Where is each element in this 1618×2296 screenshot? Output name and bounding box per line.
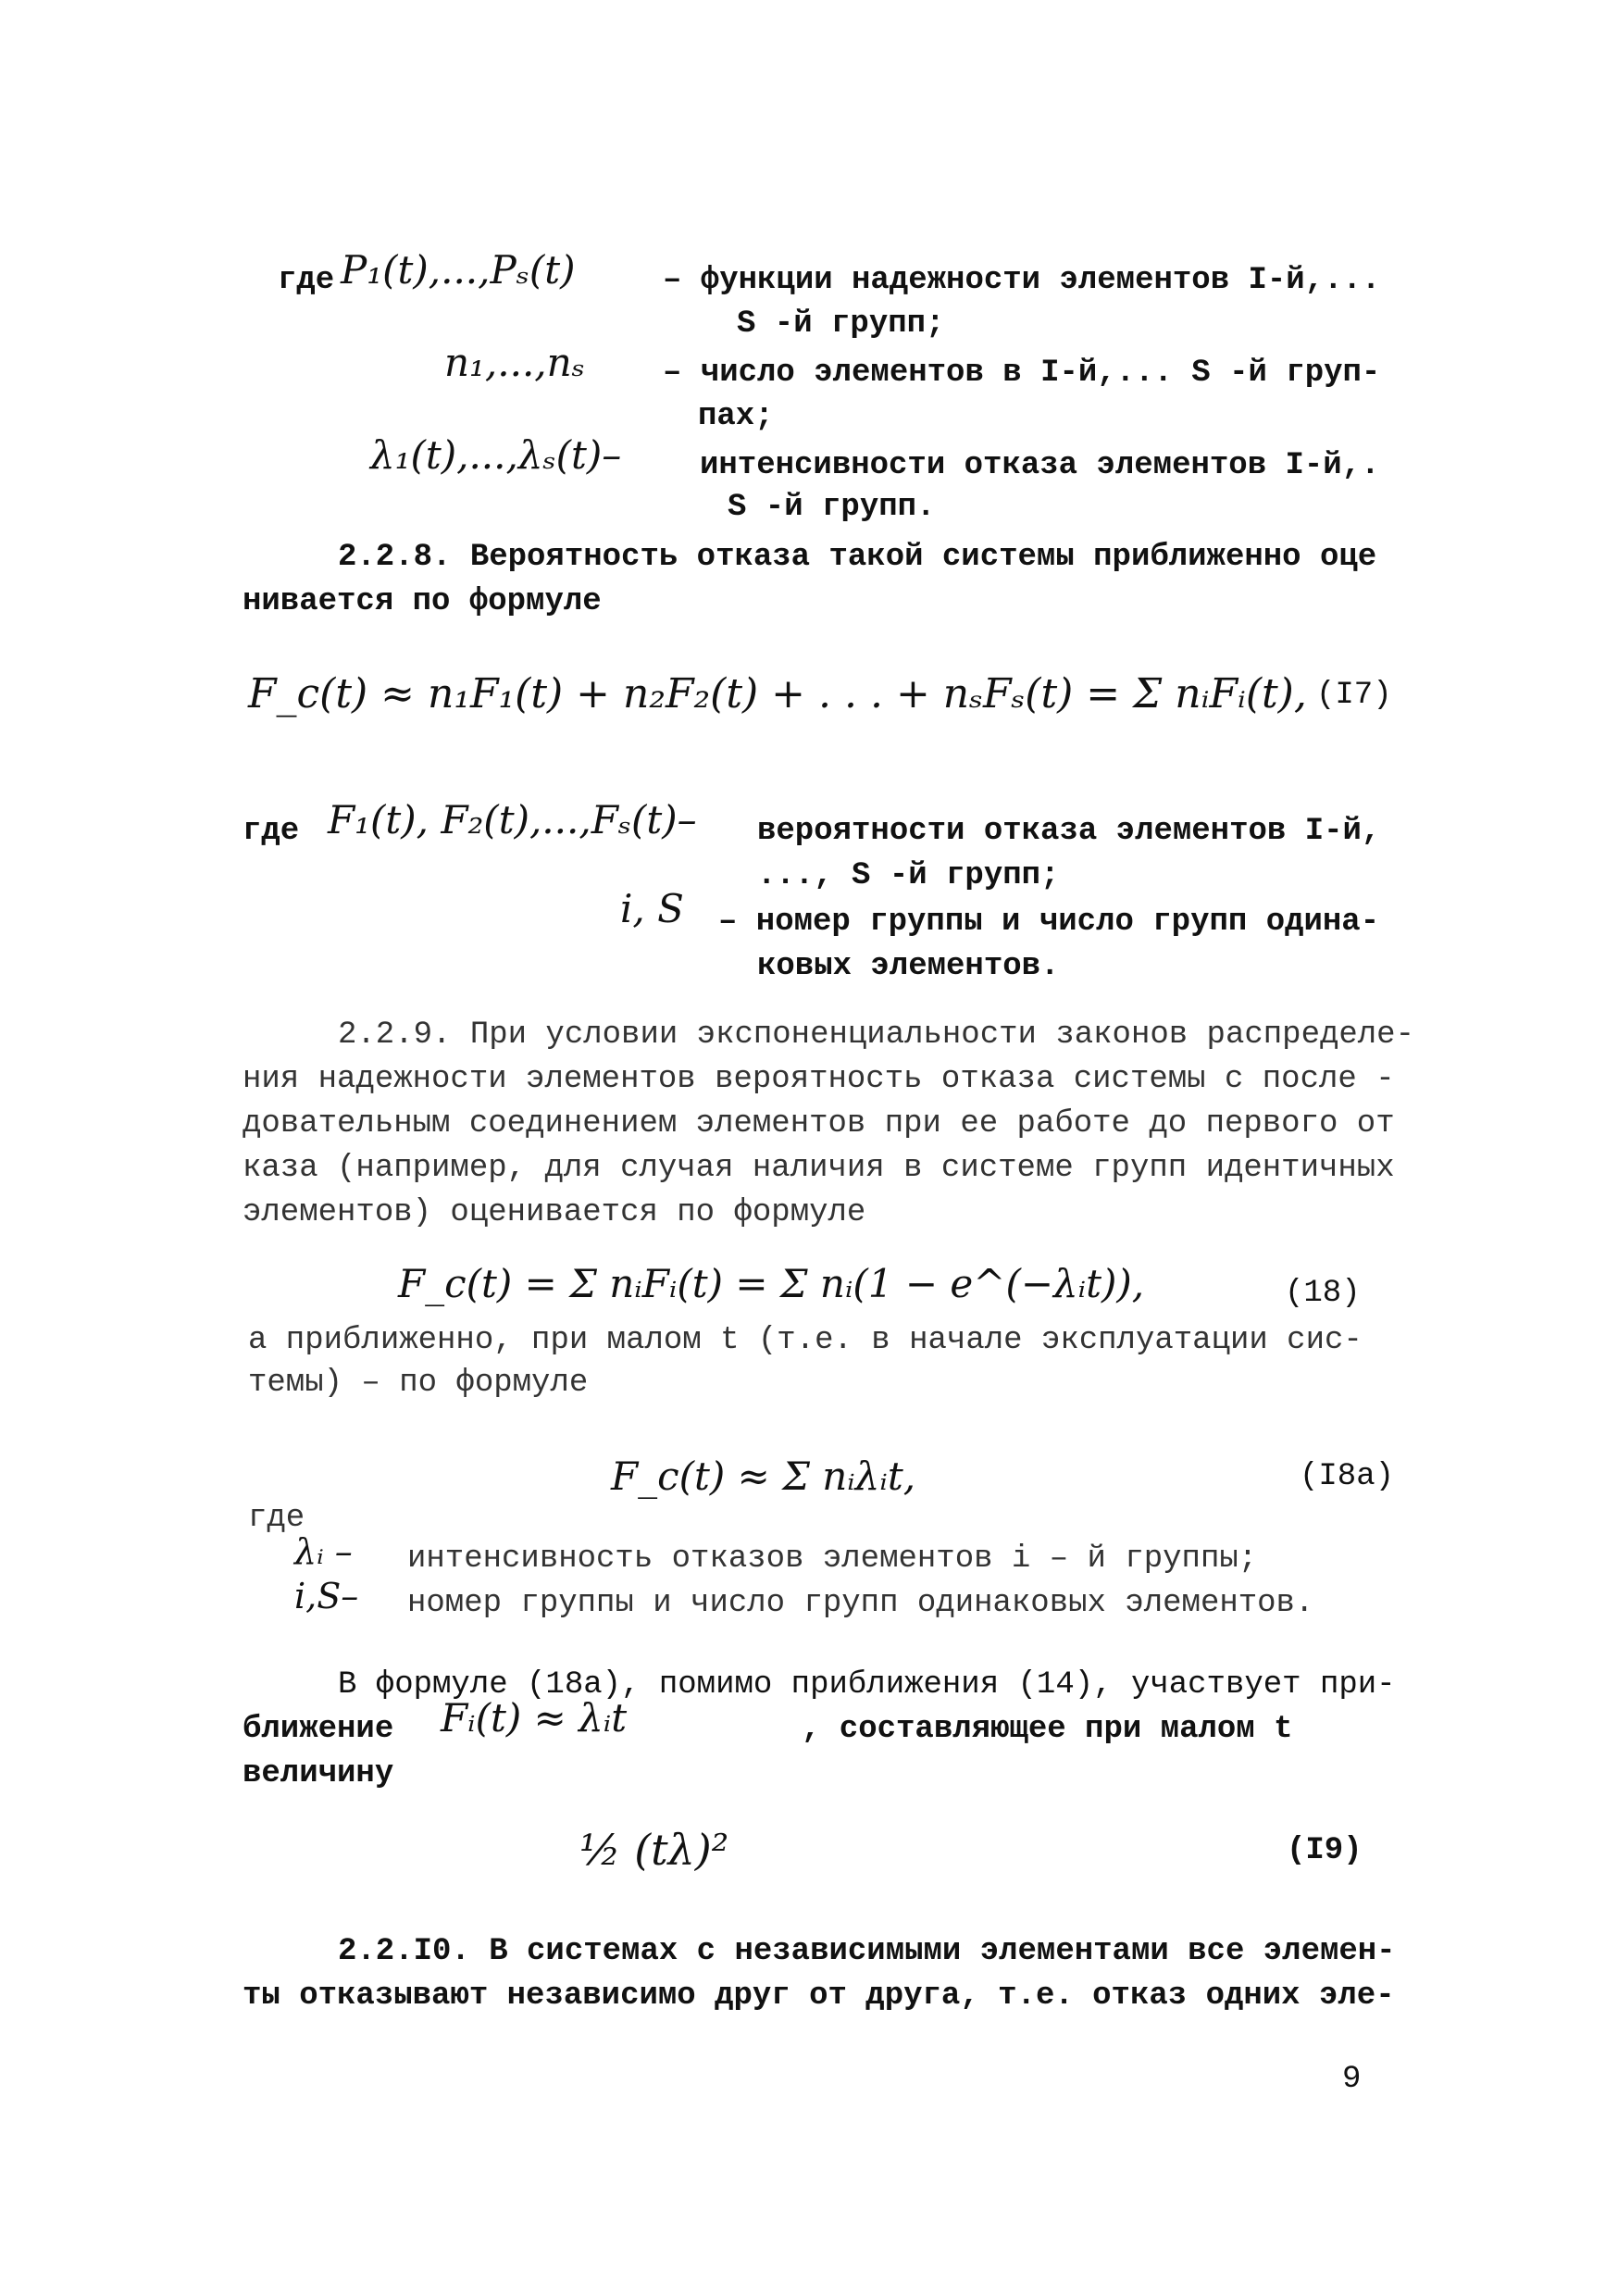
paragraph-2-2-9-line-3: довательным соединением элементов при ее работе до первого от <box>243 1106 1395 1142</box>
symbol-group-count: i,S– <box>294 1576 359 1616</box>
equation-18a: F_c(t) ≈ Σ nᵢλᵢt, <box>611 1454 916 1499</box>
paragraph-2-2-10-line-2: ты отказывают независимо друг от друга, т.е. отказ одних эле- <box>243 1978 1395 2014</box>
symbol-failure-intensities: λ₁(t),...,λₛ(t)– <box>370 432 622 478</box>
paragraph-2-2-10-line-1: 2.2.I0. В системах с независимыми элементами все элемен- <box>338 1934 1396 1969</box>
equation-17: F_c(t) ≈ n₁F₁(t) + n₂F₂(t) + . . . + nₛFₛ(t) = Σ nᵢFᵢ(t), <box>248 670 1307 718</box>
equation-18: F_c(t) = Σ nᵢFᵢ(t) = Σ nᵢ(1 − e^(−λᵢt)), <box>398 1261 1145 1306</box>
symbol-reliability-functions: P₁(t),...,Pₛ(t) <box>341 247 576 293</box>
definition-reliability-functions-cont: S -й групп; <box>737 306 945 342</box>
definition-reliability-functions: – функции надежности элементов I-й,... <box>663 263 1381 298</box>
paragraph-approximation-line-1: В формуле (18a), помимо приближения (14), участвует при- <box>338 1667 1396 1703</box>
definition-group-index-cont: ковых элементов. <box>757 949 1060 984</box>
equation-18a-number: (I8a) <box>1300 1459 1395 1494</box>
paragraph-2-2-8-line-2: нивается по формуле <box>243 584 602 619</box>
definition-failure-probabilities-cont: ..., S -й групп; <box>757 858 1060 893</box>
definition-group-index: – номер группы и число групп одина- <box>718 905 1380 940</box>
where-label-3: где <box>248 1501 305 1536</box>
definition-element-counts: – число элементов в I-й,... S -й груп- <box>663 356 1381 391</box>
paragraph-after-18-line-2: темы) – по формуле <box>248 1366 589 1401</box>
paragraph-approximation-line-2a: ближение <box>243 1712 394 1747</box>
equation-18-number: (18) <box>1285 1276 1361 1311</box>
where-label-1: где <box>278 263 335 298</box>
symbol-group-index: i, S <box>620 886 684 931</box>
definition-intensity-i: интенсивность отказов элементов i – й группы; <box>407 1541 1258 1577</box>
where-label-2: где <box>243 814 300 849</box>
definition-element-counts-cont: пах; <box>698 399 774 434</box>
paragraph-2-2-9-line-4: каза (например, для случая наличия в системе групп идентичных <box>243 1151 1395 1186</box>
paragraph-after-18-line-1: а приближенно, при малом t (т.е. в начале эксплуатации сис- <box>248 1323 1363 1358</box>
equation-19: ½ (tλ)² <box>579 1825 729 1875</box>
definition-group-count: номер группы и число групп одинаковых элементов. <box>407 1586 1314 1621</box>
paragraph-2-2-9-line-1: 2.2.9. При условии экспоненциальности законов распределе- <box>338 1017 1414 1053</box>
equation-17-number: (I7) <box>1316 678 1392 713</box>
definition-failure-intensities-cont: S -й групп. <box>728 490 936 525</box>
symbol-failure-probabilities: F₁(t), F₂(t),...,Fₛ(t)– <box>328 797 697 842</box>
paragraph-approximation-line-3: величину <box>243 1756 394 1791</box>
paragraph-2-2-9-line-5: элементов) оценивается по формуле <box>243 1195 866 1230</box>
paragraph-approximation-line-2b: , составляющее при малом t <box>802 1712 1293 1747</box>
paragraph-2-2-8-line-1: 2.2.8. Вероятность отказа такой системы приближенно оце <box>338 540 1377 575</box>
page-number: 9 <box>1342 2062 1362 2097</box>
inline-approximation-formula: Fᵢ(t) ≈ λᵢt <box>441 1695 628 1741</box>
symbol-element-counts: n₁,...,nₛ <box>444 340 585 385</box>
definition-failure-probabilities: вероятности отказа элементов I-й, <box>757 814 1381 849</box>
paragraph-2-2-9-line-2: ния надежности элементов вероятность отказа системы с после - <box>243 1062 1395 1097</box>
symbol-intensity-i: λᵢ – <box>294 1531 353 1572</box>
definition-failure-intensities: интенсивности отказа элементов I-й,. <box>700 448 1380 483</box>
equation-19-number: (I9) <box>1287 1833 1363 1868</box>
